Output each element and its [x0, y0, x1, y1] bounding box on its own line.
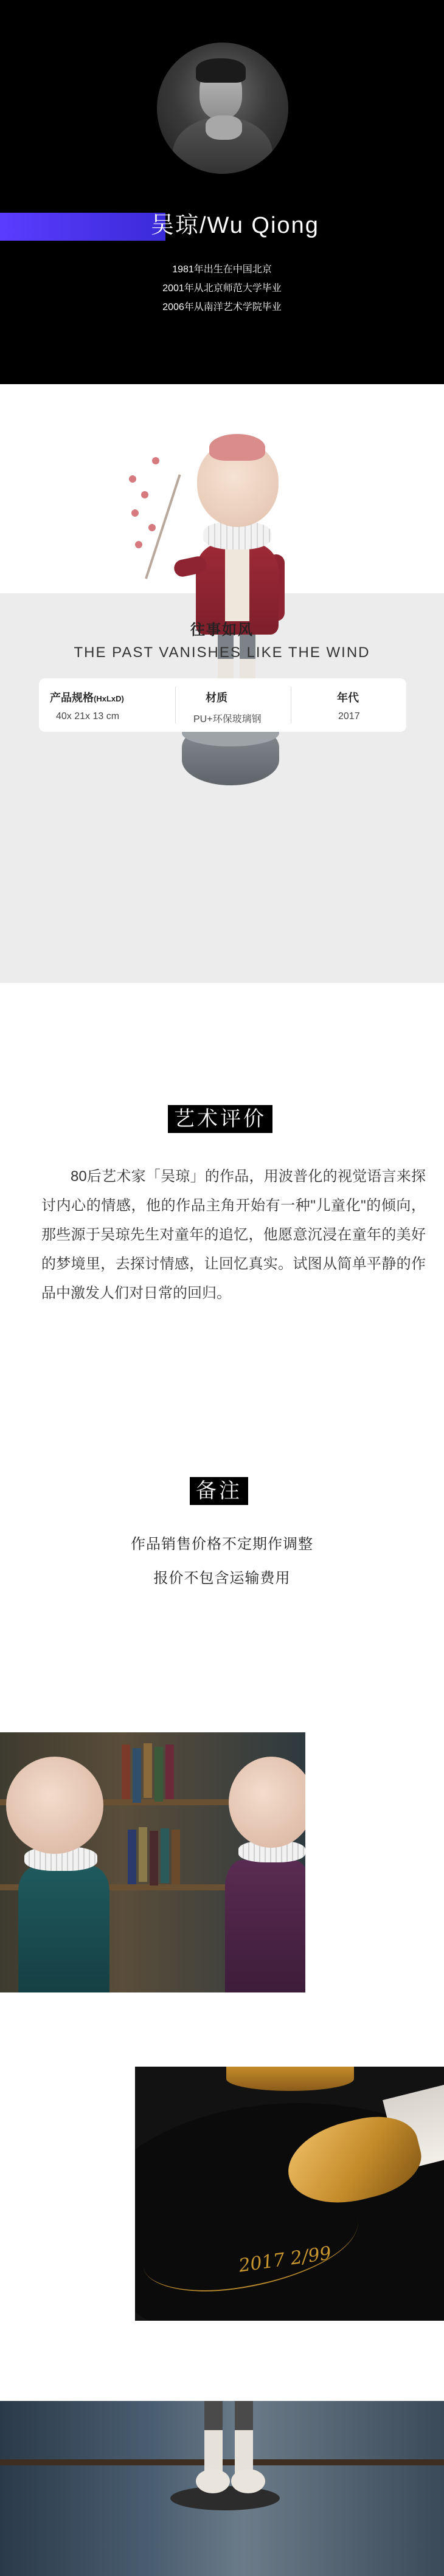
spec-divider — [175, 687, 176, 723]
detail-photo-signature — [135, 2067, 444, 2321]
product-subtitle: THE PAST VANISHES LIKE THE WIND — [74, 644, 370, 661]
spec-size-label: 产品规格 — [50, 692, 94, 704]
spec-material — [179, 678, 288, 732]
artist-name: 吴琼/Wu Qiong — [151, 213, 319, 238]
spec-year-value: 2017 — [338, 711, 360, 721]
spec-year — [294, 678, 406, 732]
detail-photo-feet — [0, 2401, 444, 2576]
spec-size-value: 40x 21x 13 cm — [56, 711, 120, 721]
bio-line: 2001年从北京师范大学毕业 — [162, 283, 282, 294]
spec-size — [39, 678, 173, 732]
bio-line: 2006年从南洋艺术学院毕业 — [162, 302, 282, 312]
name-accent-bar — [0, 213, 165, 241]
remarks-heading: 备注 — [190, 1477, 248, 1505]
remark-line: 作品销售价格不定期作调整 — [131, 1536, 313, 1552]
artist-header — [0, 0, 444, 384]
review-text: 80后艺术家「吴琼」的作品，用波普化的视觉语言来探讨内心的情感，他的作品主角开始有一种"儿童化"的倾向，那些源于吴琼先生对童年的追忆，他愿意沉浸在童年的美好的梦境里，去探讨情感，让回忆真实。试图从简单平静的作品中激发人们对日常的回归。 — [41, 1168, 426, 1301]
detail-photo-figures — [0, 1732, 305, 1992]
spec-table — [39, 678, 406, 732]
artist-bio — [0, 260, 444, 317]
spec-material-label: 材质 — [206, 692, 227, 704]
remark-line: 报价不包含运输费用 — [153, 1570, 291, 1586]
product-title: 往事如风 — [190, 622, 254, 638]
artist-avatar — [157, 43, 288, 174]
spec-material-value: PU+环保玻璃钢 — [193, 714, 262, 725]
bio-line: 1981年出生在中国北京 — [172, 264, 272, 275]
review-heading: 艺术评价 — [168, 1105, 272, 1133]
spec-size-unit: (HxLxD) — [94, 694, 124, 703]
signature-text: 2017 2/99 — [237, 2242, 333, 2277]
spec-year-label: 年代 — [337, 692, 359, 704]
